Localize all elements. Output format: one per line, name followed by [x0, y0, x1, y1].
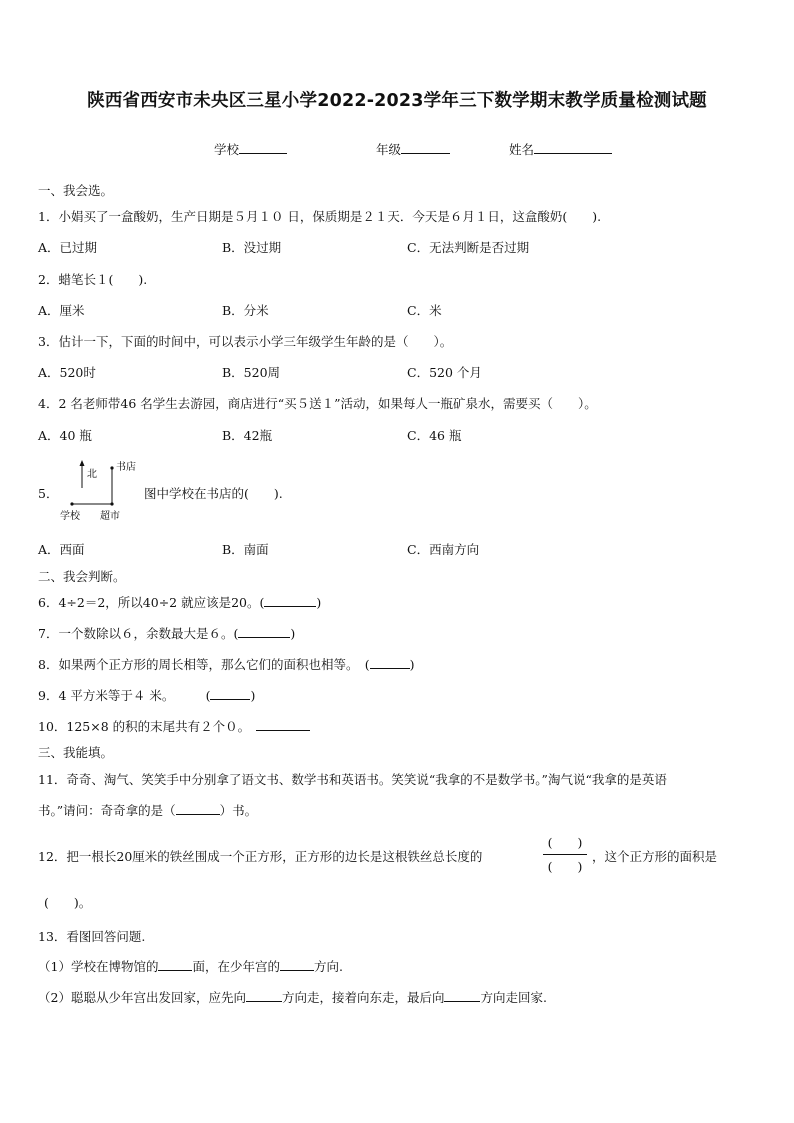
- q6-close-paren: ): [316, 595, 322, 610]
- question-5-number: 5．: [38, 486, 59, 501]
- q13-p1-blank-2: [280, 958, 314, 971]
- name-label: 姓名: [509, 142, 535, 157]
- q12-fraction-numerator: ( ): [547, 835, 583, 850]
- bookstore-dot: [110, 466, 113, 469]
- q12-fraction-denominator: ( ): [547, 859, 583, 874]
- q4-option-a: A．40 瓶: [38, 428, 92, 443]
- q7-answer-blank: [238, 625, 290, 638]
- q5-option-c: C．西南方向: [407, 542, 480, 557]
- map-label-supermarket: 超市: [100, 511, 120, 522]
- q3-option-c: C．520 个月: [407, 365, 482, 380]
- map-label-bookstore: 书店: [116, 462, 136, 473]
- map-label-school: 学校: [60, 511, 80, 522]
- q2-option-a: A．厘米: [38, 303, 85, 318]
- question-5-stem: 图中学校在书店的( ).: [144, 486, 283, 501]
- section-heading-judge: 二、我会判断。: [38, 569, 126, 584]
- q2-option-c: C．米: [407, 303, 442, 318]
- question-7: [38, 624, 295, 642]
- q9-answer-blank: [210, 687, 250, 700]
- q8-text: 8．如果两个正方形的周长相等，那么它们的面积也相等。 (: [38, 657, 370, 672]
- north-arrow-head: [80, 460, 85, 466]
- q2-option-b: B．分米: [222, 303, 269, 318]
- grade-blank: [401, 141, 450, 154]
- school-field: [214, 140, 287, 158]
- q4-option-b: B．42瓶: [222, 428, 273, 443]
- grade-label: 年级: [376, 142, 402, 157]
- q13-p2-text-c: 方向走回家.: [480, 990, 547, 1005]
- q1-option-c: C．无法判断是否过期: [407, 240, 530, 255]
- q1-option-a: A．已过期: [38, 240, 98, 255]
- grade-field: [376, 140, 450, 158]
- q13-p1-text-a: （1）学校在博物馆的: [38, 959, 159, 974]
- q13-p2-blank-2: [444, 989, 480, 1002]
- q12-fraction-blank: [540, 833, 590, 877]
- map-label-north: 北: [87, 469, 97, 480]
- q8-close-paren: ): [409, 657, 415, 672]
- question-6: [38, 593, 321, 611]
- q11-text-b: ）书。: [219, 803, 258, 818]
- question-13-stem: 13．看图回答问题.: [38, 929, 146, 944]
- q7-text: 7．一个数除以６，余数最大是６。(: [38, 626, 239, 641]
- q9-close-paren: ): [250, 688, 256, 703]
- question-12-line-1: 12．把一根长20厘米的铁丝围成一个正方形，正方形的边长是这根铁丝总长度的: [38, 849, 483, 864]
- q11-text-a: 书。”请问：奇奇拿的是（: [38, 803, 176, 818]
- q4-option-c: C．46 瓶: [407, 428, 462, 443]
- section-heading-choose: 一、我会选。: [38, 183, 114, 198]
- q10-answer-blank: [256, 718, 310, 731]
- q10-text: 10．125×8 的积的末尾共有２个０。: [38, 719, 251, 734]
- school-blank: [239, 141, 287, 154]
- q13-p2-text-b: 方向走，接着向东走，最后向: [281, 990, 445, 1005]
- question-4-stem: 4．2 名老师带46 名学生去游园，商店进行“买５送１”活动，如果每人一瓶矿泉水，需要买（ ）。: [38, 396, 597, 411]
- name-blank: [534, 141, 612, 154]
- q9-text: 9．4 平方米等于４ 米。 (: [38, 688, 211, 703]
- q6-answer-blank: [264, 594, 316, 607]
- q1-option-b: B．没过期: [222, 240, 282, 255]
- direction-map-figure: [58, 456, 148, 526]
- question-2-stem: 2．蜡笔长１( ).: [38, 272, 148, 287]
- question-13-part-1: [38, 957, 343, 975]
- q13-p1-blank-1: [158, 958, 192, 971]
- question-9: [38, 686, 255, 704]
- section-heading-fill: 三、我能填。: [38, 745, 114, 760]
- q3-option-a: A．520时: [38, 365, 96, 380]
- question-1-stem: 1．小娟买了一盒酸奶，生产日期是５月１０ 日，保质期是２１天．今天是６月１日，这盒酸奶( ).: [38, 209, 602, 224]
- q5-option-a: A．西面: [38, 542, 85, 557]
- question-11-line-1: 11．奇奇、淘气、笑笑手中分别拿了语文书、数学书和英语书。笑笑说“我拿的不是数学书。”淘气说“我拿的是英语: [38, 772, 667, 787]
- supermarket-dot: [110, 502, 113, 505]
- q13-p2-blank-1: [246, 989, 282, 1002]
- q3-option-b: B．520周: [222, 365, 281, 380]
- q7-close-paren: ): [290, 626, 296, 641]
- school-dot: [70, 502, 73, 505]
- question-11-line-2: [38, 801, 257, 819]
- name-field: [509, 140, 612, 158]
- q8-answer-blank: [370, 656, 410, 669]
- page-title: 陕西省西安市未央区三星小学2022-2023学年三下数学期末教学质量检测试题: [87, 91, 707, 111]
- question-8: [38, 655, 414, 673]
- question-12-line-1b: ，这个正方形的面积是: [592, 849, 718, 864]
- q13-p1-text-b: 面，在少年宫的: [192, 959, 280, 974]
- q12-fraction-bar: [543, 854, 587, 855]
- question-10: [38, 717, 310, 735]
- school-label: 学校: [214, 142, 240, 157]
- q6-text: 6．4÷2＝2，所以40÷2 就应该是20。(: [38, 595, 265, 610]
- question-12-line-2: ( )。: [44, 895, 92, 910]
- q13-p1-text-c: 方向.: [313, 959, 343, 974]
- question-3-stem: 3．估计一下，下面的时间中，可以表示小学三年级学生年龄的是（ ）。: [38, 334, 453, 349]
- q13-p2-text-a: （2）聪聪从少年宫出发回家，应先向: [38, 990, 246, 1005]
- q11-answer-blank: [176, 802, 220, 815]
- q5-option-b: B．南面: [222, 542, 269, 557]
- question-13-part-2: [38, 988, 547, 1006]
